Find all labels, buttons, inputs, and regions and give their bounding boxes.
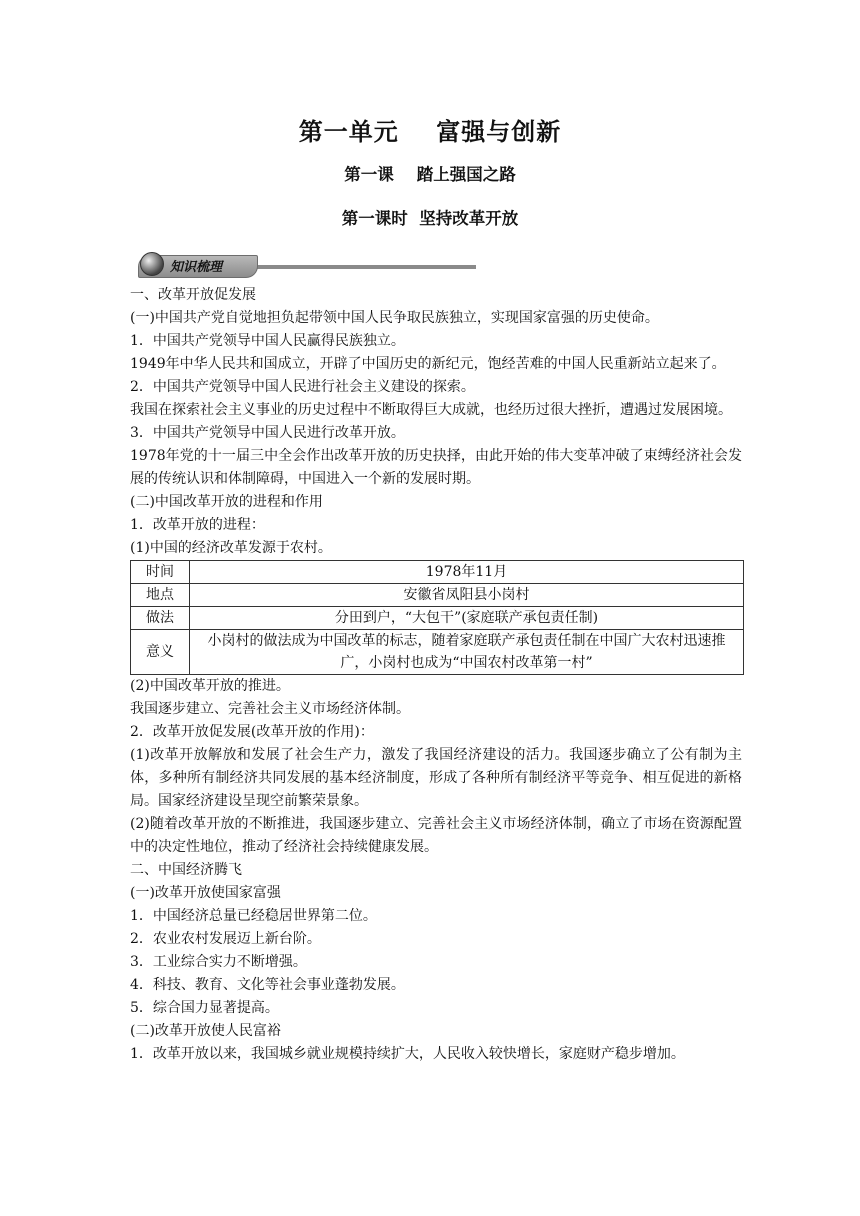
paragraph: 我国在探索社会主义事业的历史过程中不断取得巨大成就，也经历过很大挫折，遭遇过发展困境。 [130, 402, 732, 418]
paragraph: 1．改革开放以来，我国城乡就业规模持续扩大，人民收入较快增长，家庭财产稳步增加。 [130, 1046, 685, 1062]
table-value: 分田到户，“大包干”(家庭联产承包责任制) [190, 607, 744, 630]
table-value: 安徽省凤阳县小岗村 [190, 584, 744, 607]
table-key: 意义 [131, 630, 190, 675]
paragraph: 1．改革开放的进程： [130, 517, 265, 533]
banner-label: 知识梳理 [170, 260, 223, 275]
main-content [130, 284, 742, 1066]
paragraph: 2．农业农村发展迈上新台阶。 [130, 931, 321, 947]
xiaogang-table [130, 560, 744, 675]
paragraph: 1．中国经济总量已经稳居世界第二位。 [130, 908, 377, 924]
table-value: 小岗村的做法成为中国改革的标志，随着家庭联产承包责任制在中国广大农村迅速推广，小岗村也成为“中国农村改革第一村” [190, 630, 744, 675]
paragraph: (2)中国改革开放的推进。 [130, 678, 290, 694]
paragraph: 1978年党的十一届三中全会作出改革开放的历史抉择，由此开始的伟大变革冲破了束缚经济社会发展的传统认识和体制障碍，中国进入一个新的发展时期。 [130, 448, 742, 487]
paragraph: (一)中国共产党自觉地担负起带领中国人民争取民族独立，实现国家富强的历史使命。 [130, 310, 659, 326]
paragraph: 4．科技、教育、文化等社会事业蓬勃发展。 [130, 977, 405, 993]
paragraph: (一)改革开放使国家富强 [130, 885, 281, 901]
table-row [131, 584, 744, 607]
table-row [131, 630, 744, 675]
table-key: 地点 [131, 584, 190, 607]
table-row [131, 607, 744, 630]
period-title: 第一课时 坚持改革开放 [341, 209, 519, 228]
paragraph: 1．中国共产党领导中国人民赢得民族独立。 [130, 333, 405, 349]
table-key: 做法 [131, 607, 190, 630]
paragraph: (1)中国的经济改革发源于农村。 [130, 540, 332, 556]
paragraph: 2．改革开放促发展(改革开放的作用)： [130, 724, 374, 740]
paragraph: 3．中国共产党领导中国人民进行改革开放。 [130, 425, 405, 441]
section-heading: 一、改革开放促发展 [130, 287, 256, 303]
table-value: 1978年11月 [190, 561, 744, 584]
paragraph: 2．中国共产党领导中国人民进行社会主义建设的探索。 [130, 379, 475, 395]
paragraph: (2)随着改革开放的不断推进，我国逐步建立、完善社会主义市场经济体制，确立了市场在资源配置中的决定性地位，推动了经济社会持续健康发展。 [130, 816, 742, 855]
paragraph: 我国逐步建立、完善社会主义市场经济体制。 [130, 701, 410, 717]
lesson-title: 第一课 踏上强国之路 [344, 165, 516, 184]
paragraph: (二)改革开放使人民富裕 [130, 1023, 281, 1039]
paragraph: (1)改革开放解放和发展了社会生产力，激发了我国经济建设的活力。我国逐步确立了公有制为主体，多种所有制经济共同发展的基本经济制度，形成了各种所有制经济平等竞争、相互促进的新格局。国家经济建设呈现空前繁荣景象。 [130, 747, 742, 809]
paragraph: 1949年中华人民共和国成立，开辟了中国历史的新纪元，饱经苦难的中国人民重新站立起来了。 [130, 356, 726, 372]
globe-icon [140, 252, 164, 276]
unit-title: 第一单元 富强与创新 [298, 118, 562, 146]
table-row [131, 561, 744, 584]
knowledge-banner [130, 252, 476, 278]
section-heading: 二、中国经济腾飞 [130, 862, 242, 878]
paragraph: (二)中国改革开放的进程和作用 [130, 494, 323, 510]
paragraph: 5．综合国力显著提高。 [130, 1000, 279, 1016]
table-key: 时间 [131, 561, 190, 584]
paragraph: 3．工业综合实力不断增强。 [130, 954, 307, 970]
